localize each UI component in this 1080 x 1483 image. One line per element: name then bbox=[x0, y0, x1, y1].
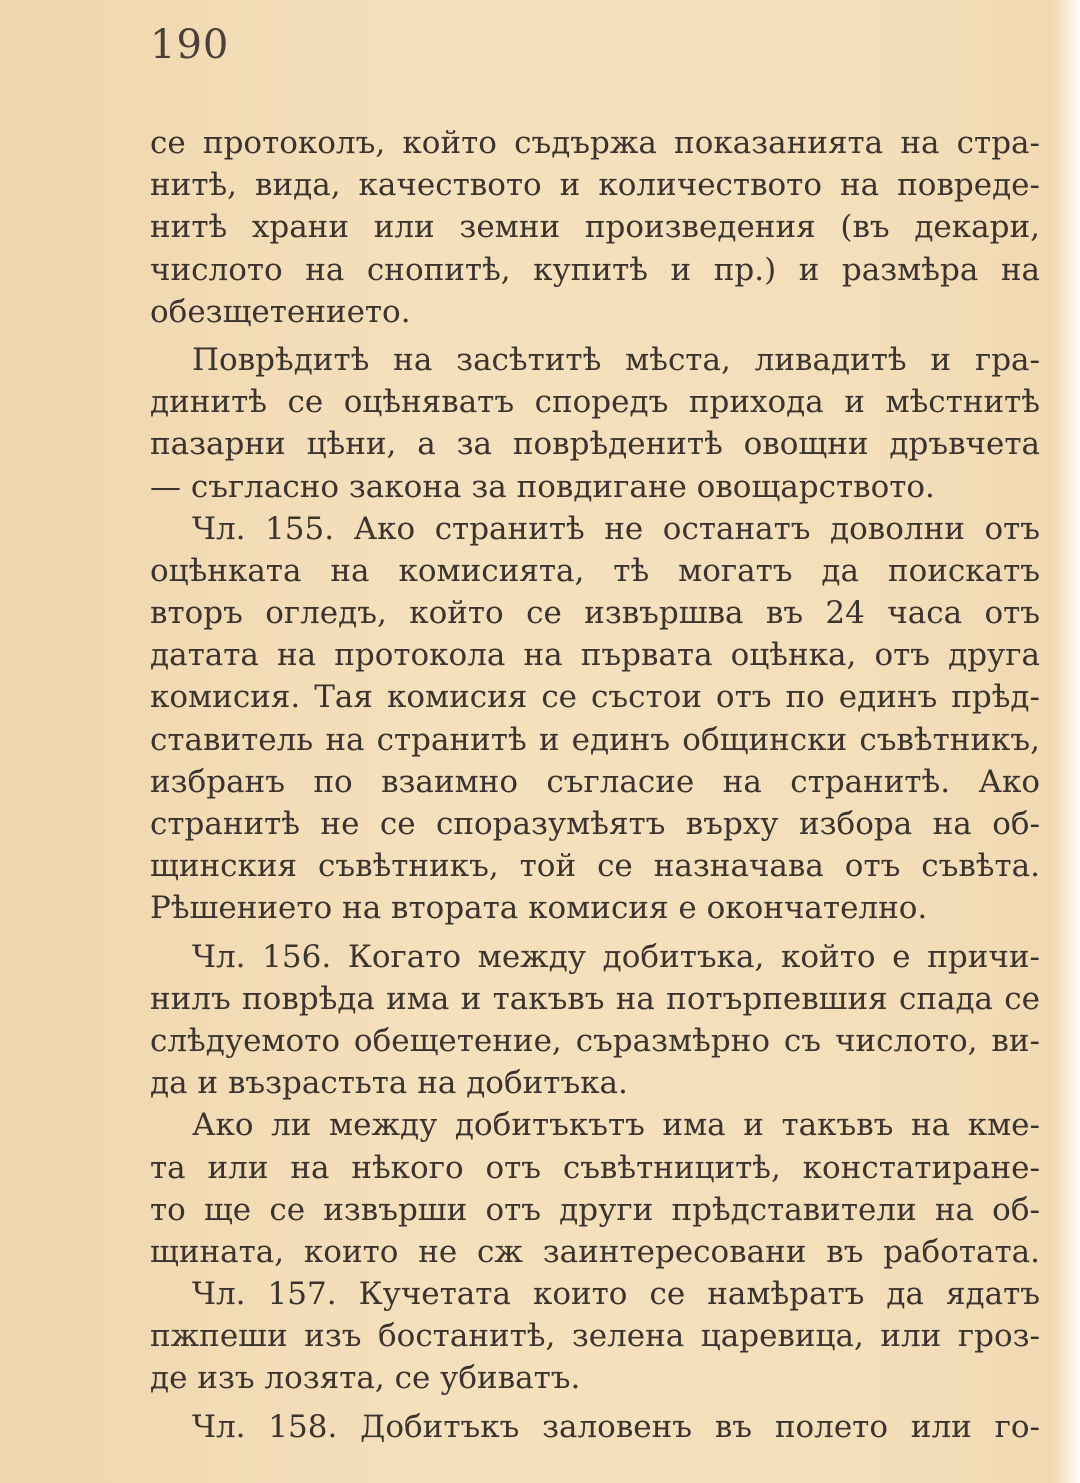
text-line: нитѣ, вида, качеството и количеството на повреде- bbox=[150, 167, 1040, 204]
text-line: избранъ по взаимно съгласие на странитѣ. Ако bbox=[150, 763, 1040, 800]
paragraph-start-line: Ако ли между добитъкътъ има и такъвъ на кме- bbox=[192, 1107, 1040, 1144]
text-line: ставитель на странитѣ и единъ общински съвѣтникъ, bbox=[150, 721, 1040, 758]
text-line: се протоколъ, който съдържа показанията на стра- bbox=[150, 125, 1040, 161]
text-line: нитѣ храни или земни произведения (въ декари, bbox=[150, 209, 1040, 246]
text-line: де изъ лозята, се убиватъ. bbox=[150, 1360, 581, 1397]
text-line: нилъ поврѣда има и такъвъ на потърпевшия спада се bbox=[150, 980, 1040, 1017]
text-line: оцѣнката на комисията, тѣ могатъ да поискатъ bbox=[150, 552, 1040, 589]
text-line: то ще се извърши отъ други прѣдставители на об- bbox=[150, 1191, 1040, 1228]
text-line: числото на снопитѣ, купитѣ и пр.) и размѣра на bbox=[150, 251, 1040, 288]
text-line: обезщетението. bbox=[150, 293, 411, 330]
text-line: щинския съвѣтникъ, той се назначава отъ съвѣта. bbox=[150, 848, 1040, 885]
body-text bbox=[150, 122, 1040, 1448]
article-155-heading-line: Чл. 155. Ако странитѣ не останатъ доволни отъ bbox=[192, 510, 1040, 547]
text-line: датата на протокола на първата оцѣнка, отъ друга bbox=[150, 637, 1040, 674]
text-line: динитѣ се оцѣняватъ споредъ прихода и мѣстнитѣ bbox=[150, 384, 1040, 421]
text-line: та или на нѣкого отъ съвѣтницитѣ, констатиране- bbox=[150, 1149, 1040, 1186]
paragraph-start-line: Поврѣдитѣ на засѣтитѣ мѣста, ливадитѣ и гра- bbox=[192, 341, 1040, 378]
page-edge bbox=[1052, 0, 1080, 1483]
text-line: вторъ огледъ, който се извършва въ 24 часа отъ bbox=[150, 595, 1040, 632]
text-line: странитѣ не се споразумѣятъ върху избора на об- bbox=[150, 806, 1040, 842]
text-line: пазарни цѣни, а за поврѣденитѣ овощни дръвчета bbox=[150, 426, 1040, 463]
page-number: 190 bbox=[150, 22, 230, 68]
article-158-heading-line: Чл. 158. Добитъкъ заловенъ въ полето или го- bbox=[192, 1408, 1040, 1445]
text-line: Рѣшението на втората комисия е окончателно. bbox=[150, 890, 928, 927]
text-line: комисия. Тая комисия се състои отъ по единъ прѣд- bbox=[150, 679, 1040, 716]
text-line: слѣдуемото обещетение, съразмѣрно съ числото, ви- bbox=[150, 1022, 1040, 1059]
article-156-heading-line: Чл. 156. Когато между добитъка, който е причи- bbox=[192, 938, 1040, 975]
text-line: щината, които не сж заинтересовани въ работата. bbox=[150, 1233, 1040, 1270]
text-line: — съгласно закона за повдигане овощарството. bbox=[150, 468, 935, 505]
article-157-heading-line: Чл. 157. Кучетата които се намѣратъ да ядатъ bbox=[192, 1276, 1040, 1313]
text-line: пжпеши изъ бостанитѣ, зелена царевица, или грoз- bbox=[150, 1318, 1040, 1355]
text-line: да и възрастьта на добитъка. bbox=[150, 1065, 628, 1102]
